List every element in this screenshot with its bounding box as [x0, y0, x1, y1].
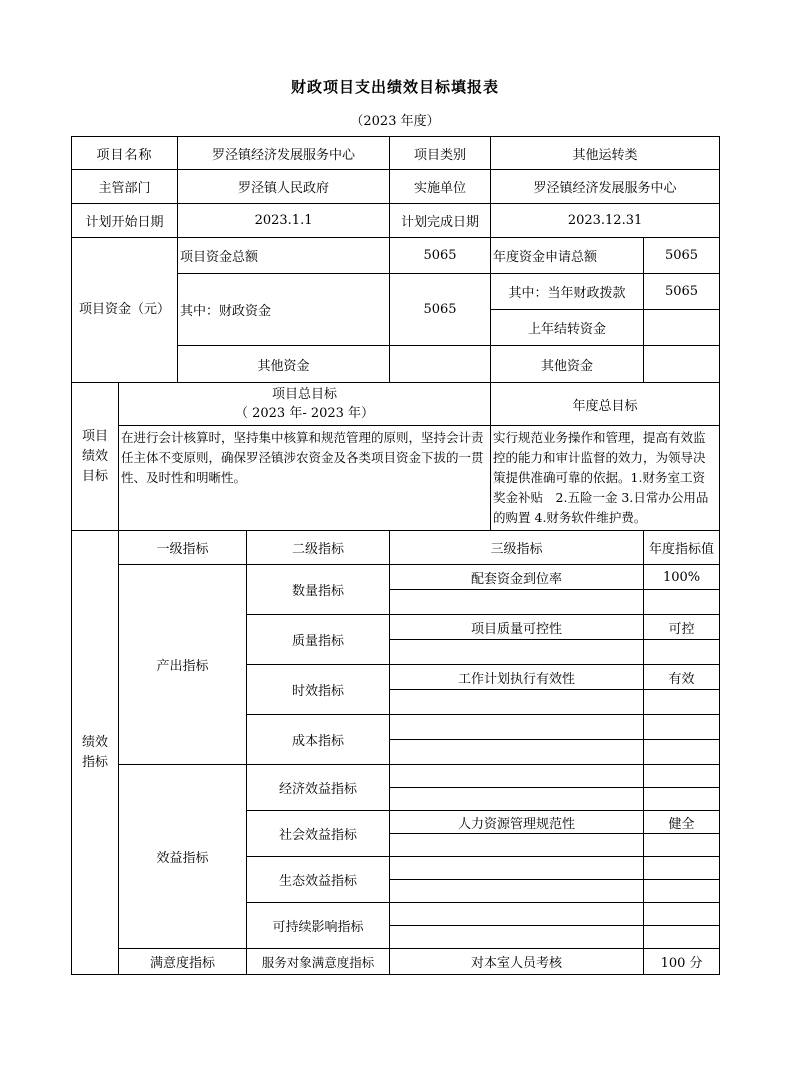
social-item-empty — [390, 834, 644, 857]
economic-item-empty — [390, 788, 644, 811]
goals-label-text: 项目绩效目标 — [81, 428, 108, 484]
sustain-label: 可持续影响指标 — [247, 903, 390, 949]
project-category-value: 其他运转类 — [491, 137, 720, 170]
economic-value-empty — [644, 788, 720, 811]
carryover-label: 上年结转资金 — [491, 310, 644, 346]
quality-item-empty — [390, 640, 644, 665]
end-date-value: 2023.12.31 — [491, 204, 720, 238]
overall-goal-years: （ 2023 年- 2023 年） — [234, 406, 375, 421]
social-item: 人力资源管理规范性 — [390, 811, 644, 834]
social-value: 健全 — [644, 811, 720, 834]
other-funds-value — [390, 346, 491, 383]
benefit-indicator-label: 效益指标 — [119, 765, 247, 949]
overall-goal-title: 项目总目标 — [272, 387, 338, 402]
annual-funds-value: 5065 — [644, 238, 720, 274]
quantity-item-empty — [390, 590, 644, 615]
quality-value-empty — [644, 640, 720, 665]
quantity-value: 100% — [644, 565, 720, 590]
current-fiscal-value: 5065 — [644, 274, 720, 310]
funds-label — [72, 238, 178, 383]
page-title: 财政项目支出绩效目标填报表 — [290, 78, 499, 96]
time-item-empty — [390, 690, 644, 715]
other-funds-value-2 — [644, 346, 720, 383]
economic-label: 经济效益指标 — [247, 765, 390, 811]
service-value: 100 分 — [644, 949, 720, 975]
quantity-label: 数量指标 — [247, 565, 390, 615]
cost-item — [390, 715, 644, 740]
annual-goal-title: 年度总目标 — [491, 383, 720, 426]
col-level1: 一级指标 — [119, 531, 247, 565]
dept-label: 主管部门 — [72, 170, 178, 204]
col-level3: 三级指标 — [390, 531, 644, 565]
cost-value-empty — [644, 740, 720, 765]
end-date-label: 计划完成日期 — [390, 204, 491, 238]
current-fiscal-label: 其中：当年财政拨款 — [491, 274, 644, 310]
sustain-value — [644, 903, 720, 926]
quality-value: 可控 — [644, 615, 720, 640]
economic-item — [390, 765, 644, 788]
sustain-value-empty — [644, 926, 720, 949]
sustain-item — [390, 903, 644, 926]
quantity-value-empty — [644, 590, 720, 615]
carryover-value — [644, 310, 720, 346]
project-category-label: 项目类别 — [390, 137, 491, 170]
funds-label-text: 项目资金（元） — [79, 302, 171, 317]
performance-table — [71, 136, 720, 975]
dept-value: 罗泾镇人民政府 — [178, 170, 390, 204]
quality-item: 项目质量可控性 — [390, 615, 644, 640]
cost-label: 成本指标 — [247, 715, 390, 765]
satisfaction-label: 满意度指标 — [119, 949, 247, 975]
social-value-empty — [644, 834, 720, 857]
service-label: 服务对象满意度指标 — [247, 949, 390, 975]
total-funds-value: 5065 — [390, 238, 491, 274]
eco-item-empty — [390, 880, 644, 903]
cost-value — [644, 715, 720, 740]
time-value: 有效 — [644, 665, 720, 690]
cost-item-empty — [390, 740, 644, 765]
fiscal-funds-value: 5065 — [390, 274, 491, 346]
annual-funds-label: 年度资金申请总额 — [491, 238, 644, 274]
time-item: 工作计划执行有效性 — [390, 665, 644, 690]
overall-goal-text: 在进行会计核算时，坚持集中核算和规范管理的原则，坚持会计责任主体不变原则，确保罗泾镇涉农资金及各类项目资金下拔的一贯性、及时性和明晰性。 — [119, 426, 491, 531]
indicators-label-text: 绩效指标 — [81, 734, 108, 770]
eco-item — [390, 857, 644, 880]
start-date-label: 计划开始日期 — [72, 204, 178, 238]
eco-value — [644, 857, 720, 880]
fiscal-funds-label: 其中：财政资金 — [178, 274, 390, 346]
eco-label: 生态效益指标 — [247, 857, 390, 903]
quantity-item: 配套资金到位率 — [390, 565, 644, 590]
other-funds-label: 其他资金 — [178, 346, 390, 383]
time-value-empty — [644, 690, 720, 715]
output-indicator-label: 产出指标 — [119, 565, 247, 765]
economic-value — [644, 765, 720, 788]
social-label: 社会效益指标 — [247, 811, 390, 857]
start-date-value: 2023.1.1 — [178, 204, 390, 238]
quality-label: 质量指标 — [247, 615, 390, 665]
overall-goal-header — [119, 383, 491, 426]
unit-value: 罗泾镇经济发展服务中心 — [491, 170, 720, 204]
annual-goal-text: 实行规范业务操作和管理，提高有效监控的能力和审计监督的效力，为领导决策提供准确可靠的依据。1.财务室工资奖金补贴 2.五险一金 3.日常办公用品的购置 4.财务软件维护费。 — [491, 426, 720, 531]
col-annual-value: 年度指标值 — [644, 531, 720, 565]
goals-label — [72, 383, 119, 531]
other-funds-label-2: 其他资金 — [491, 346, 644, 383]
project-name-value: 罗泾镇经济发展服务中心 — [178, 137, 390, 170]
project-name-label: 项目名称 — [72, 137, 178, 170]
service-item: 对本室人员考核 — [390, 949, 644, 975]
eco-value-empty — [644, 880, 720, 903]
time-label: 时效指标 — [247, 665, 390, 715]
page-subtitle: （2023 年度） — [350, 114, 440, 129]
indicators-label — [72, 531, 119, 975]
col-level2: 二级指标 — [247, 531, 390, 565]
sustain-item-empty — [390, 926, 644, 949]
unit-label: 实施单位 — [390, 170, 491, 204]
total-funds-label: 项目资金总额 — [178, 238, 390, 274]
